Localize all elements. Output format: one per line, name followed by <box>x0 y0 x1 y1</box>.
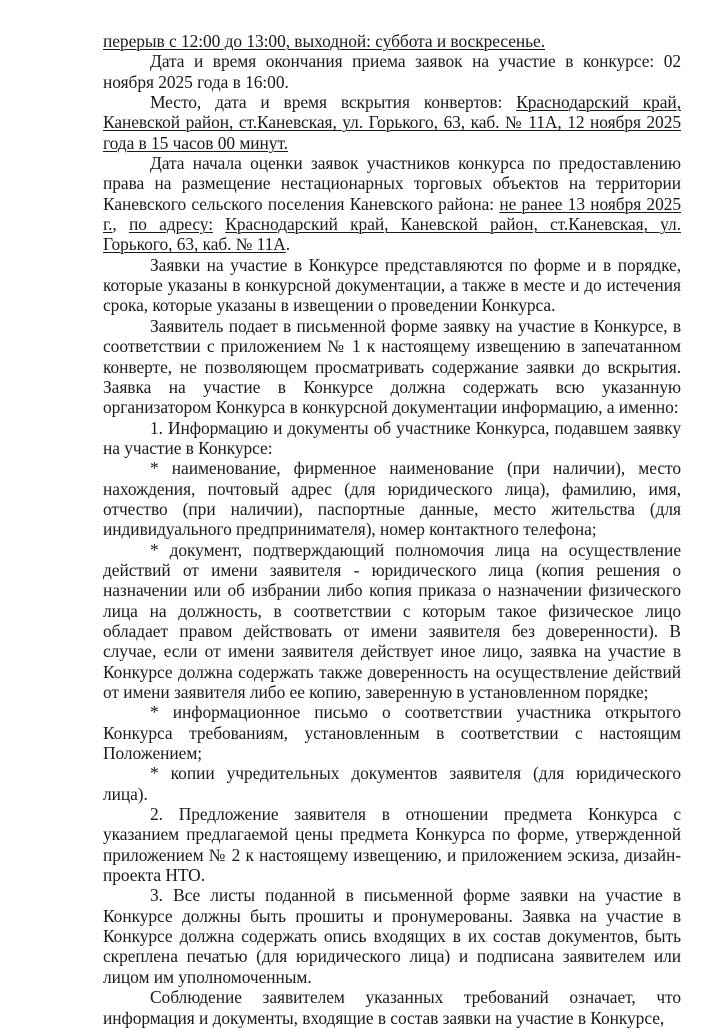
text-segment-underlined: не ранее 13 ноября 2025 г. <box>103 193 682 235</box>
paragraph-compliance <box>103 987 681 1028</box>
text-segment: Заявки на участие в Конкурсе представляются по форме и в порядке, которые указаны в конкурсной документации, а также в месте и до истечения срока, которые указаны в извещении о проведении Конкурса. <box>103 254 681 316</box>
paragraph-work-hours-tail <box>103 31 681 51</box>
text-segment: , <box>112 214 129 235</box>
text-segment-underlined: Краснодарский край, Каневской район, ст.Каневская, ул. Горького, 63, каб. № 11А, 12 ноября 2025 года в 15 часов 00 минут. <box>103 92 681 153</box>
text-segment: . <box>285 234 291 255</box>
text-segment: 3. Все листы поданной в письменной форме заявки на участие в Конкурсе должны быть прошиты и пронумерованы. Заявка на участие в Конкурсе должна содержать опись входящих в их состав документов, быть скреплена печатью (для юридического лица) и подписана заявителем или лицом им уполномоченным. <box>103 885 681 987</box>
text-segment-underlined: по адресу: <box>128 214 213 235</box>
document-page <box>103 31 681 1028</box>
text-segment: Соблюдение заявителем указанных требований означает, что информация и документы, входящие в состав заявки на участие в Конкурсе, <box>103 987 681 1028</box>
paragraph-deadline <box>103 51 681 92</box>
text-segment: * документ, подтверждающий полномочия лица на осуществление действий от имени заявителя - юридического лица (копия решения о назначении или об избрании либо копия приказа о назначении физического лица на должность, в соответствии с которым такое физическое лицо обладает правом действовать от имени заявителя без доверенности). В случае, если от имени заявителя действует иное лицо, заявка на участие в Конкурсе должна содержать также доверенность на осуществление действий от имени заявителя либо ее копию, заверенную в установленном порядке; <box>103 539 681 702</box>
paragraph-envelope-opening <box>103 92 681 153</box>
text-segment-underlined: Краснодарский край, Каневской район, ст.Каневская, ул. Горького, 63, каб. № 11А <box>103 214 681 255</box>
text-segment: Заявитель подает в письменной форме заявку на участие в Конкурсе, в соответствии с приложением № 1 к настоящему извещению в запечатанном конверте, не позволяющем просматривать содержание заявки до вскрытия. Заявка на участие в Конкурсе должна содержать всю указанную организатором Конкурса в конкурсной документации информацию, а именно: <box>103 315 681 418</box>
text-segment <box>213 214 225 234</box>
bullet-item-founding-docs <box>103 763 681 804</box>
text-segment: перерыв с 12:00 до 13:00, выходной: суббота и воскресенье. <box>103 31 546 51</box>
text-segment: * копии учредительных документов заявителя (для юридического лица). <box>103 763 681 804</box>
text-segment: Дата начала оценки заявок участников конкурса по предоставлению права на размещение нестационарных торговых объектов на территории Каневского сельского поселения Каневского района: <box>103 153 681 214</box>
bullet-item-name <box>103 458 681 539</box>
list-item-1 <box>103 418 681 459</box>
paragraph-submission-form <box>103 255 681 316</box>
bullet-item-letter <box>103 702 681 763</box>
text-segment: Дата и время окончания приема заявок на участие в конкурсе: 02 ноября 2025 года в 16:00. <box>103 51 681 92</box>
paragraph-applicant-submits <box>103 316 681 418</box>
text-segment: 2. Предложение заявителя в отношении предмета Конкурса с указанием предлагаемой цены предмета Конкурса по форме, утвержденной приложением № 2 к настоящему извещению, и приложением эскиза, дизайн-проекта НТО. <box>103 804 681 886</box>
bullet-item-authority <box>103 540 681 703</box>
text-segment: Место, дата и время вскрытия конвертов: <box>150 92 517 113</box>
paragraph-evaluation-start <box>103 153 681 255</box>
list-item-2 <box>103 804 681 885</box>
text-segment: * наименование, фирменное наименование (при наличии), место нахождения, почтовый адрес (для юридического лица), фамилию, имя, отчество (при наличии), паспортные данные, место жительства (для индивидуального предпринимателя), номер контактного телефона; <box>103 458 681 540</box>
text-segment: * информационное письмо о соответствии участника открытого Конкурса требованиям, установленным в соответствии с настоящим Положением; <box>103 702 681 764</box>
list-item-3 <box>103 885 681 987</box>
text-segment: 1. Информацию и документы об участнике Конкурса, подавшем заявку на участие в Конкурсе: <box>103 417 681 458</box>
